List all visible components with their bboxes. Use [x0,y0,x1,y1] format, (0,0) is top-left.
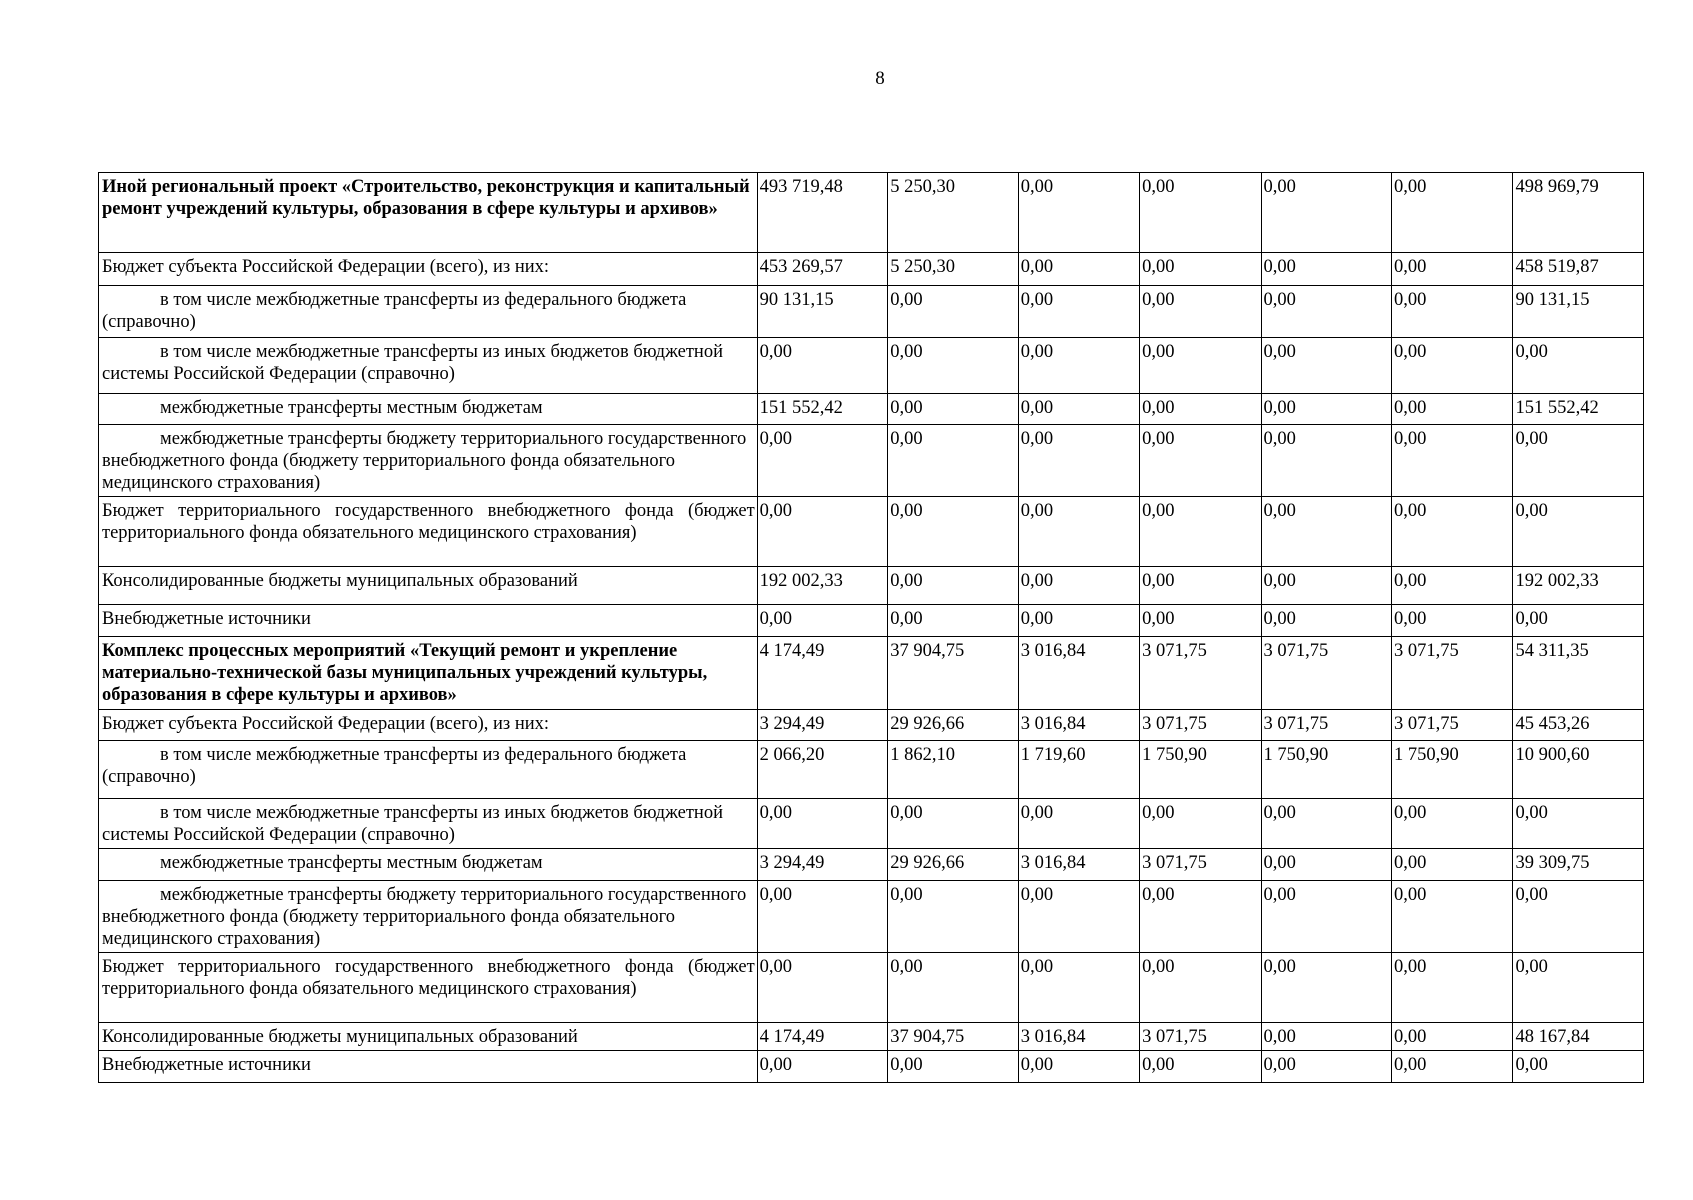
row-label-cell [99,567,758,605]
value-cell: 48 167,84 [1513,1023,1644,1051]
table-row [99,1023,1644,1051]
value-cell: 90 131,15 [1513,286,1644,338]
row-label: межбюджетные трансферты бюджету территориального государственного внебюджетного фонда (бюджету территориального фонда обязательного медицинского страхования) [102,885,747,949]
value-cell: 4 174,49 [757,637,888,710]
value-cell: 0,00 [1018,799,1139,849]
value-cell: 0,00 [1018,253,1139,286]
value-cell: 0,00 [757,881,888,953]
table-row [99,1051,1644,1083]
value-cell: 493 719,48 [757,173,888,253]
value-cell: 0,00 [757,1051,888,1083]
value-cell: 5 250,30 [888,253,1019,286]
value-cell: 5 250,30 [888,173,1019,253]
table-row [99,637,1644,710]
value-cell: 3 016,84 [1018,1023,1139,1051]
value-cell: 0,00 [757,799,888,849]
row-label-cell [99,1023,758,1051]
value-cell: 37 904,75 [888,1023,1019,1051]
value-cell: 54 311,35 [1513,637,1644,710]
value-cell: 0,00 [888,286,1019,338]
value-cell: 458 519,87 [1513,253,1644,286]
value-cell: 0,00 [1018,173,1139,253]
value-cell: 0,00 [1392,338,1513,394]
value-cell: 0,00 [1018,497,1139,567]
value-cell: 0,00 [1392,849,1513,881]
value-cell: 29 926,66 [888,849,1019,881]
value-cell: 0,00 [1018,425,1139,497]
value-cell: 0,00 [1261,799,1392,849]
value-cell: 192 002,33 [757,567,888,605]
row-label: Бюджет субъекта Российской Федерации (всего), из них: [102,257,550,277]
value-cell: 192 002,33 [1513,567,1644,605]
value-cell: 498 969,79 [1513,173,1644,253]
table-row [99,286,1644,338]
value-cell: 0,00 [1018,953,1139,1023]
table-row [99,338,1644,394]
value-cell: 0,00 [1261,953,1392,1023]
value-cell: 0,00 [757,605,888,637]
value-cell: 0,00 [888,338,1019,394]
row-label-cell [99,497,758,567]
value-cell: 3 016,84 [1018,637,1139,710]
row-label: межбюджетные трансферты местным бюджетам [160,853,543,873]
value-cell: 1 750,90 [1140,741,1261,799]
value-cell: 3 071,75 [1140,1023,1261,1051]
row-label: Консолидированные бюджеты муниципальных образований [102,1027,578,1047]
value-cell: 0,00 [1018,567,1139,605]
table-row [99,394,1644,425]
value-cell: 3 071,75 [1140,849,1261,881]
value-cell: 0,00 [1261,394,1392,425]
value-cell: 0,00 [888,1051,1019,1083]
row-label-cell [99,637,758,710]
value-cell: 0,00 [1140,799,1261,849]
value-cell: 0,00 [757,497,888,567]
value-cell: 0,00 [1018,1051,1139,1083]
value-cell: 3 071,75 [1392,710,1513,741]
value-cell: 0,00 [888,799,1019,849]
value-cell: 0,00 [1140,253,1261,286]
budget-table [98,172,1644,1083]
value-cell: 151 552,42 [1513,394,1644,425]
row-label-cell [99,881,758,953]
value-cell: 3 016,84 [1018,849,1139,881]
row-label: Комплекс процессных мероприятий «Текущий ремонт и укрепление материально-технической базы муниципальных учреждений культуры, образования в сфере культуры и архивов» [102,641,708,705]
value-cell: 10 900,60 [1513,741,1644,799]
row-label: Иной региональный проект «Строительство, реконструкция и капитальный ремонт учреждений культуры, образования в сфере культуры и архивов» [102,177,750,219]
value-cell: 0,00 [1513,425,1644,497]
value-cell: 1 862,10 [888,741,1019,799]
table-row [99,741,1644,799]
value-cell: 3 071,75 [1261,637,1392,710]
value-cell: 0,00 [1392,881,1513,953]
value-cell: 0,00 [757,953,888,1023]
value-cell: 0,00 [1392,497,1513,567]
value-cell: 0,00 [1140,173,1261,253]
row-label-cell [99,394,758,425]
value-cell: 0,00 [1140,1051,1261,1083]
value-cell: 0,00 [1392,253,1513,286]
value-cell: 1 750,90 [1392,741,1513,799]
row-label: в том числе межбюджетные трансферты из федерального бюджета (справочно) [102,745,687,787]
row-label: Консолидированные бюджеты муниципальных образований [102,571,578,591]
row-label-cell [99,799,758,849]
table-row [99,497,1644,567]
row-label: межбюджетные трансферты бюджету территориального государственного внебюджетного фонда (бюджету территориального фонда обязательного медицинского страхования) [102,429,747,493]
value-cell: 0,00 [1261,1051,1392,1083]
value-cell: 0,00 [1261,338,1392,394]
value-cell: 0,00 [1140,605,1261,637]
value-cell: 0,00 [888,567,1019,605]
value-cell: 0,00 [1140,497,1261,567]
value-cell: 0,00 [1513,953,1644,1023]
value-cell: 0,00 [1513,1051,1644,1083]
value-cell: 0,00 [1140,286,1261,338]
value-cell: 0,00 [1261,1023,1392,1051]
row-label: в том числе межбюджетные трансферты из федерального бюджета (справочно) [102,290,687,332]
value-cell: 0,00 [1513,881,1644,953]
row-label-cell [99,286,758,338]
row-label: Бюджет субъекта Российской Федерации (всего), из них: [102,714,550,734]
value-cell: 1 750,90 [1261,741,1392,799]
row-label-cell [99,953,758,1023]
value-cell: 2 066,20 [757,741,888,799]
table-row [99,253,1644,286]
value-cell: 0,00 [1261,173,1392,253]
value-cell: 0,00 [1140,394,1261,425]
value-cell: 0,00 [1513,799,1644,849]
row-label-cell [99,253,758,286]
value-cell: 3 016,84 [1018,710,1139,741]
value-cell: 39 309,75 [1513,849,1644,881]
row-label: в том числе межбюджетные трансферты из иных бюджетов бюджетной системы Российской Федерации (справочно) [102,803,723,845]
value-cell: 4 174,49 [757,1023,888,1051]
table-row [99,605,1644,637]
row-label-cell [99,741,758,799]
value-cell: 0,00 [888,953,1019,1023]
row-label-cell [99,338,758,394]
value-cell: 3 071,75 [1140,637,1261,710]
row-label: Бюджет территориального государственного внебюджетного фонда (бюджет территориального фонда обязательного медицинского страхования) [102,501,755,543]
value-cell: 0,00 [888,425,1019,497]
value-cell: 0,00 [1392,173,1513,253]
value-cell: 0,00 [757,425,888,497]
value-cell: 151 552,42 [757,394,888,425]
table-row [99,173,1644,253]
table-row [99,710,1644,741]
value-cell: 0,00 [1261,253,1392,286]
value-cell: 0,00 [1392,394,1513,425]
row-label: в том числе межбюджетные трансферты из иных бюджетов бюджетной системы Российской Федерации (справочно) [102,342,723,384]
value-cell: 0,00 [1513,338,1644,394]
value-cell: 453 269,57 [757,253,888,286]
value-cell: 3 071,75 [1392,637,1513,710]
value-cell: 0,00 [1513,605,1644,637]
value-cell: 0,00 [1018,881,1139,953]
value-cell: 0,00 [1140,953,1261,1023]
table-row [99,953,1644,1023]
value-cell: 0,00 [1140,881,1261,953]
row-label-cell [99,1051,758,1083]
table-row [99,567,1644,605]
value-cell: 29 926,66 [888,710,1019,741]
value-cell: 90 131,15 [757,286,888,338]
value-cell: 0,00 [1513,497,1644,567]
value-cell: 0,00 [1261,849,1392,881]
value-cell: 37 904,75 [888,637,1019,710]
row-label-cell [99,710,758,741]
row-label: межбюджетные трансферты местным бюджетам [160,398,543,418]
value-cell: 0,00 [1392,953,1513,1023]
value-cell: 0,00 [1261,286,1392,338]
value-cell: 0,00 [1261,881,1392,953]
value-cell: 1 719,60 [1018,741,1139,799]
row-label: Внебюджетные источники [102,609,311,629]
value-cell: 0,00 [888,881,1019,953]
row-label-cell [99,425,758,497]
value-cell: 3 294,49 [757,849,888,881]
value-cell: 0,00 [1018,338,1139,394]
value-cell: 3 071,75 [1261,710,1392,741]
value-cell: 0,00 [1018,394,1139,425]
value-cell: 0,00 [888,394,1019,425]
value-cell: 0,00 [1392,286,1513,338]
value-cell: 0,00 [1140,338,1261,394]
table-row [99,799,1644,849]
table-row [99,425,1644,497]
value-cell: 0,00 [757,338,888,394]
value-cell: 0,00 [1140,425,1261,497]
value-cell: 3 071,75 [1140,710,1261,741]
row-label-cell [99,849,758,881]
table-row [99,849,1644,881]
value-cell: 0,00 [1261,425,1392,497]
value-cell: 3 294,49 [757,710,888,741]
value-cell: 0,00 [888,497,1019,567]
value-cell: 0,00 [1261,567,1392,605]
value-cell: 0,00 [1392,567,1513,605]
budget-table-body [99,173,1644,1083]
value-cell: 0,00 [1392,799,1513,849]
table-row [99,881,1644,953]
value-cell: 0,00 [1392,1023,1513,1051]
row-label: Внебюджетные источники [102,1055,311,1075]
value-cell: 0,00 [1140,567,1261,605]
value-cell: 0,00 [1392,605,1513,637]
value-cell: 0,00 [888,605,1019,637]
row-label-cell [99,173,758,253]
row-label-cell [99,605,758,637]
value-cell: 0,00 [1261,497,1392,567]
row-label: Бюджет территориального государственного внебюджетного фонда (бюджет территориального фонда обязательного медицинского страхования) [102,957,755,999]
value-cell: 0,00 [1261,605,1392,637]
value-cell: 0,00 [1018,286,1139,338]
value-cell: 0,00 [1018,605,1139,637]
value-cell: 45 453,26 [1513,710,1644,741]
value-cell: 0,00 [1392,425,1513,497]
page-number: 8 [875,68,885,89]
value-cell: 0,00 [1392,1051,1513,1083]
